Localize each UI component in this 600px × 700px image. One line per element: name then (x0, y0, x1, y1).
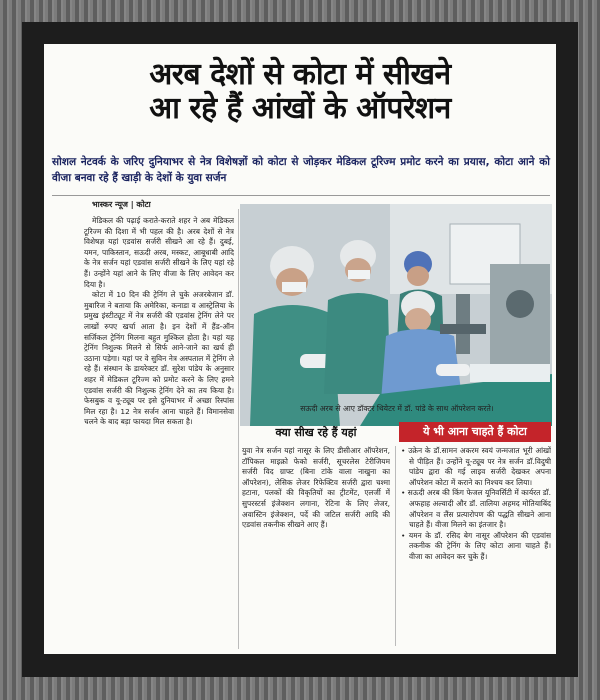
paragraph: कोटा में 10 दिन की ट्रेनिंग ले चुके अजरबेजान डॉ. मुबारिज ने बताया कि अमेरिका, कनाडा व आस्ट्रेलिया के प्रमुख इंस्टीट्यूट में नेत्र सर्जरी की एडवांस ट्रेनिंग लेने पर लाखों रुपए खर्चा आता है। इन देशों में हैंड-ऑन सर्जिकल ट्रेनिंग मिलना बहुत मुश्किल होता है। यहां यह ट्रेनिंग निशुल्क मिलने से सिर्फ आने-जाने का खर्च ही उठाना पड़ेगा। यहां पर वे सुविन नेत्र अस्पताल में ट्रेनिंग ले रहे हैं। संस्थान के डायरेक्टर डॉ. सुरेश पांडेय के अनुसार शहर में मेडिकल टूरिज्म को प्रमोट करने के लिए हमने एडवांस सर्जरी की निशुल्क ट्रेनिंग देने का तय किया है। फेसबुक व यू-ट्यूब पर इसे दुनियाभर में अच्छा रिस्पांस मिल रहा है। 12 नेत्र सर्जन आना चाहते हैं। विमानसेवा चलने के बाद बड़ा फायदा मिल सकता है। (84, 290, 234, 427)
headline-line-2: आ रहे हैं आंखों के ऑपरेशन (149, 91, 451, 126)
list-item: • उक्रेन के डॉ.सामन अकरम स्वयं जन्मजात भूरी आंखों से पीड़ित हैं। उन्होंने यू-ट्यूब पर नेत्र सर्जन डॉ.विदुषी पांडेय द्वारा की गई लाइव सर्जरी देखकर अपना ऑपरेशन कोटा में कराने का निश्चय कर लिया। (401, 446, 551, 487)
list-item: • सऊदी अरब की किंग फेजल यूनिवर्सिटी में कार्यरत डॉ. अफहाह अल्वादी और डॉ. तालिया अहमद मोतियाबिंद ऑपरेशन व लैंस प्रत्यारोपण की पद्धति सीखने आना चाहते हैं। वीजा मिलने का इंतजार है। (401, 488, 551, 530)
list-item: • यमन के डॉ. रसिद बेग नासूर ऑपरेशन की एडवांस तकनीक की ट्रेनिंग के लिए कोटा आना चाहते हैं। वीजा का आवेदन कर चुके हैं। (401, 530, 551, 561)
learning-column: युवा नेत्र सर्जन यहां नासूर के लिए डीसीआर ऑपरेशन, टॉपिकल माइक्रो फेको सर्जरी, सूचरलेस टेरीजियम सर्जरी विद ग्राफ्ट (बिना टांके वाला नाखुना का ऑपरेशन), लेसिक लेजर रिफेक्टिव सर्जरी द्वारा चश्मा हटाना, पलकों की विकृतियों का ट्रीटमेंट, एलर्जी में सुपरस्टर्स इंजेक्शन लगाना, रेटिना के लिए लेजर, अवास्टिन इंजेक्शन, पर्दे की जटिल सर्जरी आदि की एडवांस तकनीक सीखने आए हैं। (242, 446, 390, 530)
want-to-come-column (401, 446, 551, 651)
surgeons-illustration (240, 204, 552, 426)
divider (52, 195, 550, 196)
headline (48, 58, 552, 126)
column-divider (395, 446, 396, 646)
section-heading-want-to-come: ये भी आना चाहते हैं कोटा (399, 422, 551, 442)
subheadline: सोशल नेटवर्क के जरिए दुनियाभर से नेत्र विशेषज्ञों को कोटा से जोड़कर मेडिकल टूरिज्म प्रमोट करने का प्रयास, कोटा आने को वीजा बनवा रहे हैं खाड़ी के देशों के युवा सर्जन (52, 156, 550, 184)
operation-theatre-photo (240, 204, 552, 426)
headline-line-1: अरब देशों से कोटा में सीखने (149, 57, 451, 92)
newspaper-clipping (44, 44, 556, 654)
byline: भास्कर न्यूज | कोटा (92, 200, 151, 209)
paragraph: मेडिकल की पढ़ाई कराते-कराते शहर ने अब मेडिकल टूरिज्म की दिशा में भी पहल की है। अरब देशों से नेत्र विशेषज्ञ यहां एडवांस सर्जरी सीखने आ रहे हैं। दुबई, यमन, पाकिस्तान, सऊदी अरब, मस्कट, आबूधाबी आदि के नेत्र सर्जन यहां एडवांस सर्जरी सीखने के लिए यहां रहे हैं। उन्होंने यहां आने के लिए वीजा के लिए आवेदन कर दिया है। (84, 216, 234, 289)
column-divider (238, 209, 239, 649)
left-article-column (84, 216, 234, 646)
section-heading-learning: क्या सीख रहे हैं यहां (275, 426, 357, 439)
photo-caption: सऊदी अरब से आए डॉक्टर थियेटर में डॉ. पांडे के साथ ऑपरेशन करते। (300, 404, 494, 413)
